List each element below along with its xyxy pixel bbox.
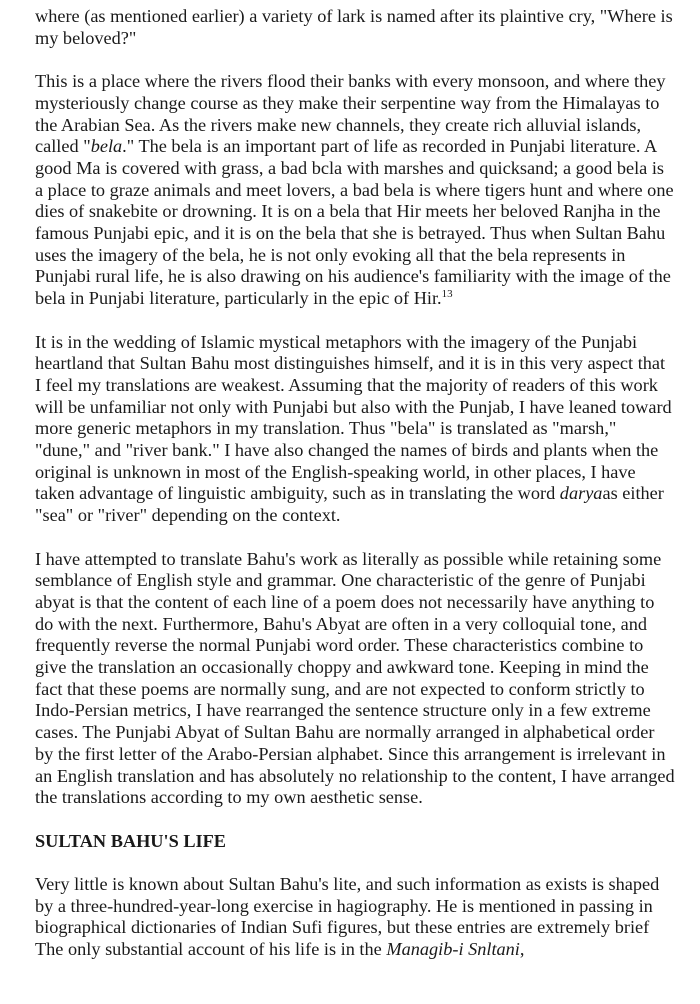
paragraph-text: where (as mentioned earlier) a variety of lark is named after its plaintive cry, "Where is my beloved?" [35, 6, 673, 48]
document-page [35, 6, 675, 983]
italic-title-manaqib: Managib-i Snltani [386, 939, 520, 960]
paragraph-bela [35, 71, 675, 310]
italic-term-darya: darya [559, 483, 603, 504]
paragraph-text: I have attempted to translate Bahu's work as literally as possible while retaining some semblance of English style and grammar. One characteristic of the genre of Punjabi abyat is that the content of each line of a poem does not necessarily have anything to do with the next. Furthermore, Bahu's Abyat are often in a very colloquial tone, and frequently reverse the normal Punjabi word order. These characteristics combine to give the translation an occasionally choppy and awkward tone. Keeping in mind the fact that these poems are normally sung, and are not expected to conform strictly to Indo-Persian metrics, I have rearranged the sentence structure only in a few extreme cases. The Punjabi Abyat of Sultan Bahu are normally arranged in alphabetical order by the first letter of the Arabo-Persian alphabet. Since this arrangement is irrelevant in an English translation and has absolutely no relationship to the content, I have arranged the translations according to my own aesthetic sense. [35, 548, 675, 808]
paragraph-text: as either "sea" or "river" depending on the context. [35, 483, 664, 526]
section-heading: SULTAN BAHU'S LIFE [35, 830, 226, 851]
paragraph-text: It is in the wedding of Islamic mystical metaphors with the imagery of the Punjabi heartland that Sultan Bahu most distinguishes himself, and it is in this very aspect that I feel my translations are weakest. Assuming that the majority of readers of this work will be unfamiliar not only with Punjabi but also with the Punjab, I have leaned toward more generic metaphors in my translation. Thus "bela" is translated as "marsh," "dune," and "river bank." I have also changed the names of birds and plants when the original is unknown in most of the English-speaking world, in other places, I have taken advantage of linguistic ambiguity, such as in translating the word [35, 331, 672, 504]
paragraph-translation-metaphors [35, 332, 675, 527]
paragraph-text: This is a place where the rivers flood their banks with every monsoon, and where they mysteriously change course as they make their serpentine way from the Himalayas to the Arabian Sea. As the rivers make new channels, they create rich alluvial islands, called " [35, 71, 666, 157]
paragraph-lark [35, 6, 675, 49]
paragraph-text: , [519, 939, 525, 960]
paragraph-life [35, 874, 675, 961]
italic-term-bela: bela [90, 136, 123, 157]
paragraph-text: Very little is known about Sultan Bahu's lite, and such information as exists is shaped by a three-hundred-year-long exercise in hagiography. He is mentioned in passing in biographical dictionaries of Indian Sufi figures, but these entries are extremely brief The only substantial account of his life is in the [35, 874, 660, 960]
paragraph-text: ." The bela is an important part of life as recorded in Punjabi literature. A good Ma is covered with grass, a bad bcla with marshes and quicksand; a good bela is a place to graze animals and meet lovers, a bad bela is where tigers hunt and where one dies of snakebite or drowning. It is on a bela that Hir meets her beloved Ranjha in the famous Punjabi epic, and it is on the bela that she is betrayed. Thus when Sultan Bahu uses the imagery of the bela, he is not only evoking all that the bela represents in Punjabi rural life, he is also drawing on his audience's familiarity with the image of the bela in Punjabi literature, particularly in the epic of Hir. [35, 136, 674, 309]
footnote-marker[interactable]: 13 [441, 288, 453, 301]
paragraph-translation-method [35, 549, 675, 809]
